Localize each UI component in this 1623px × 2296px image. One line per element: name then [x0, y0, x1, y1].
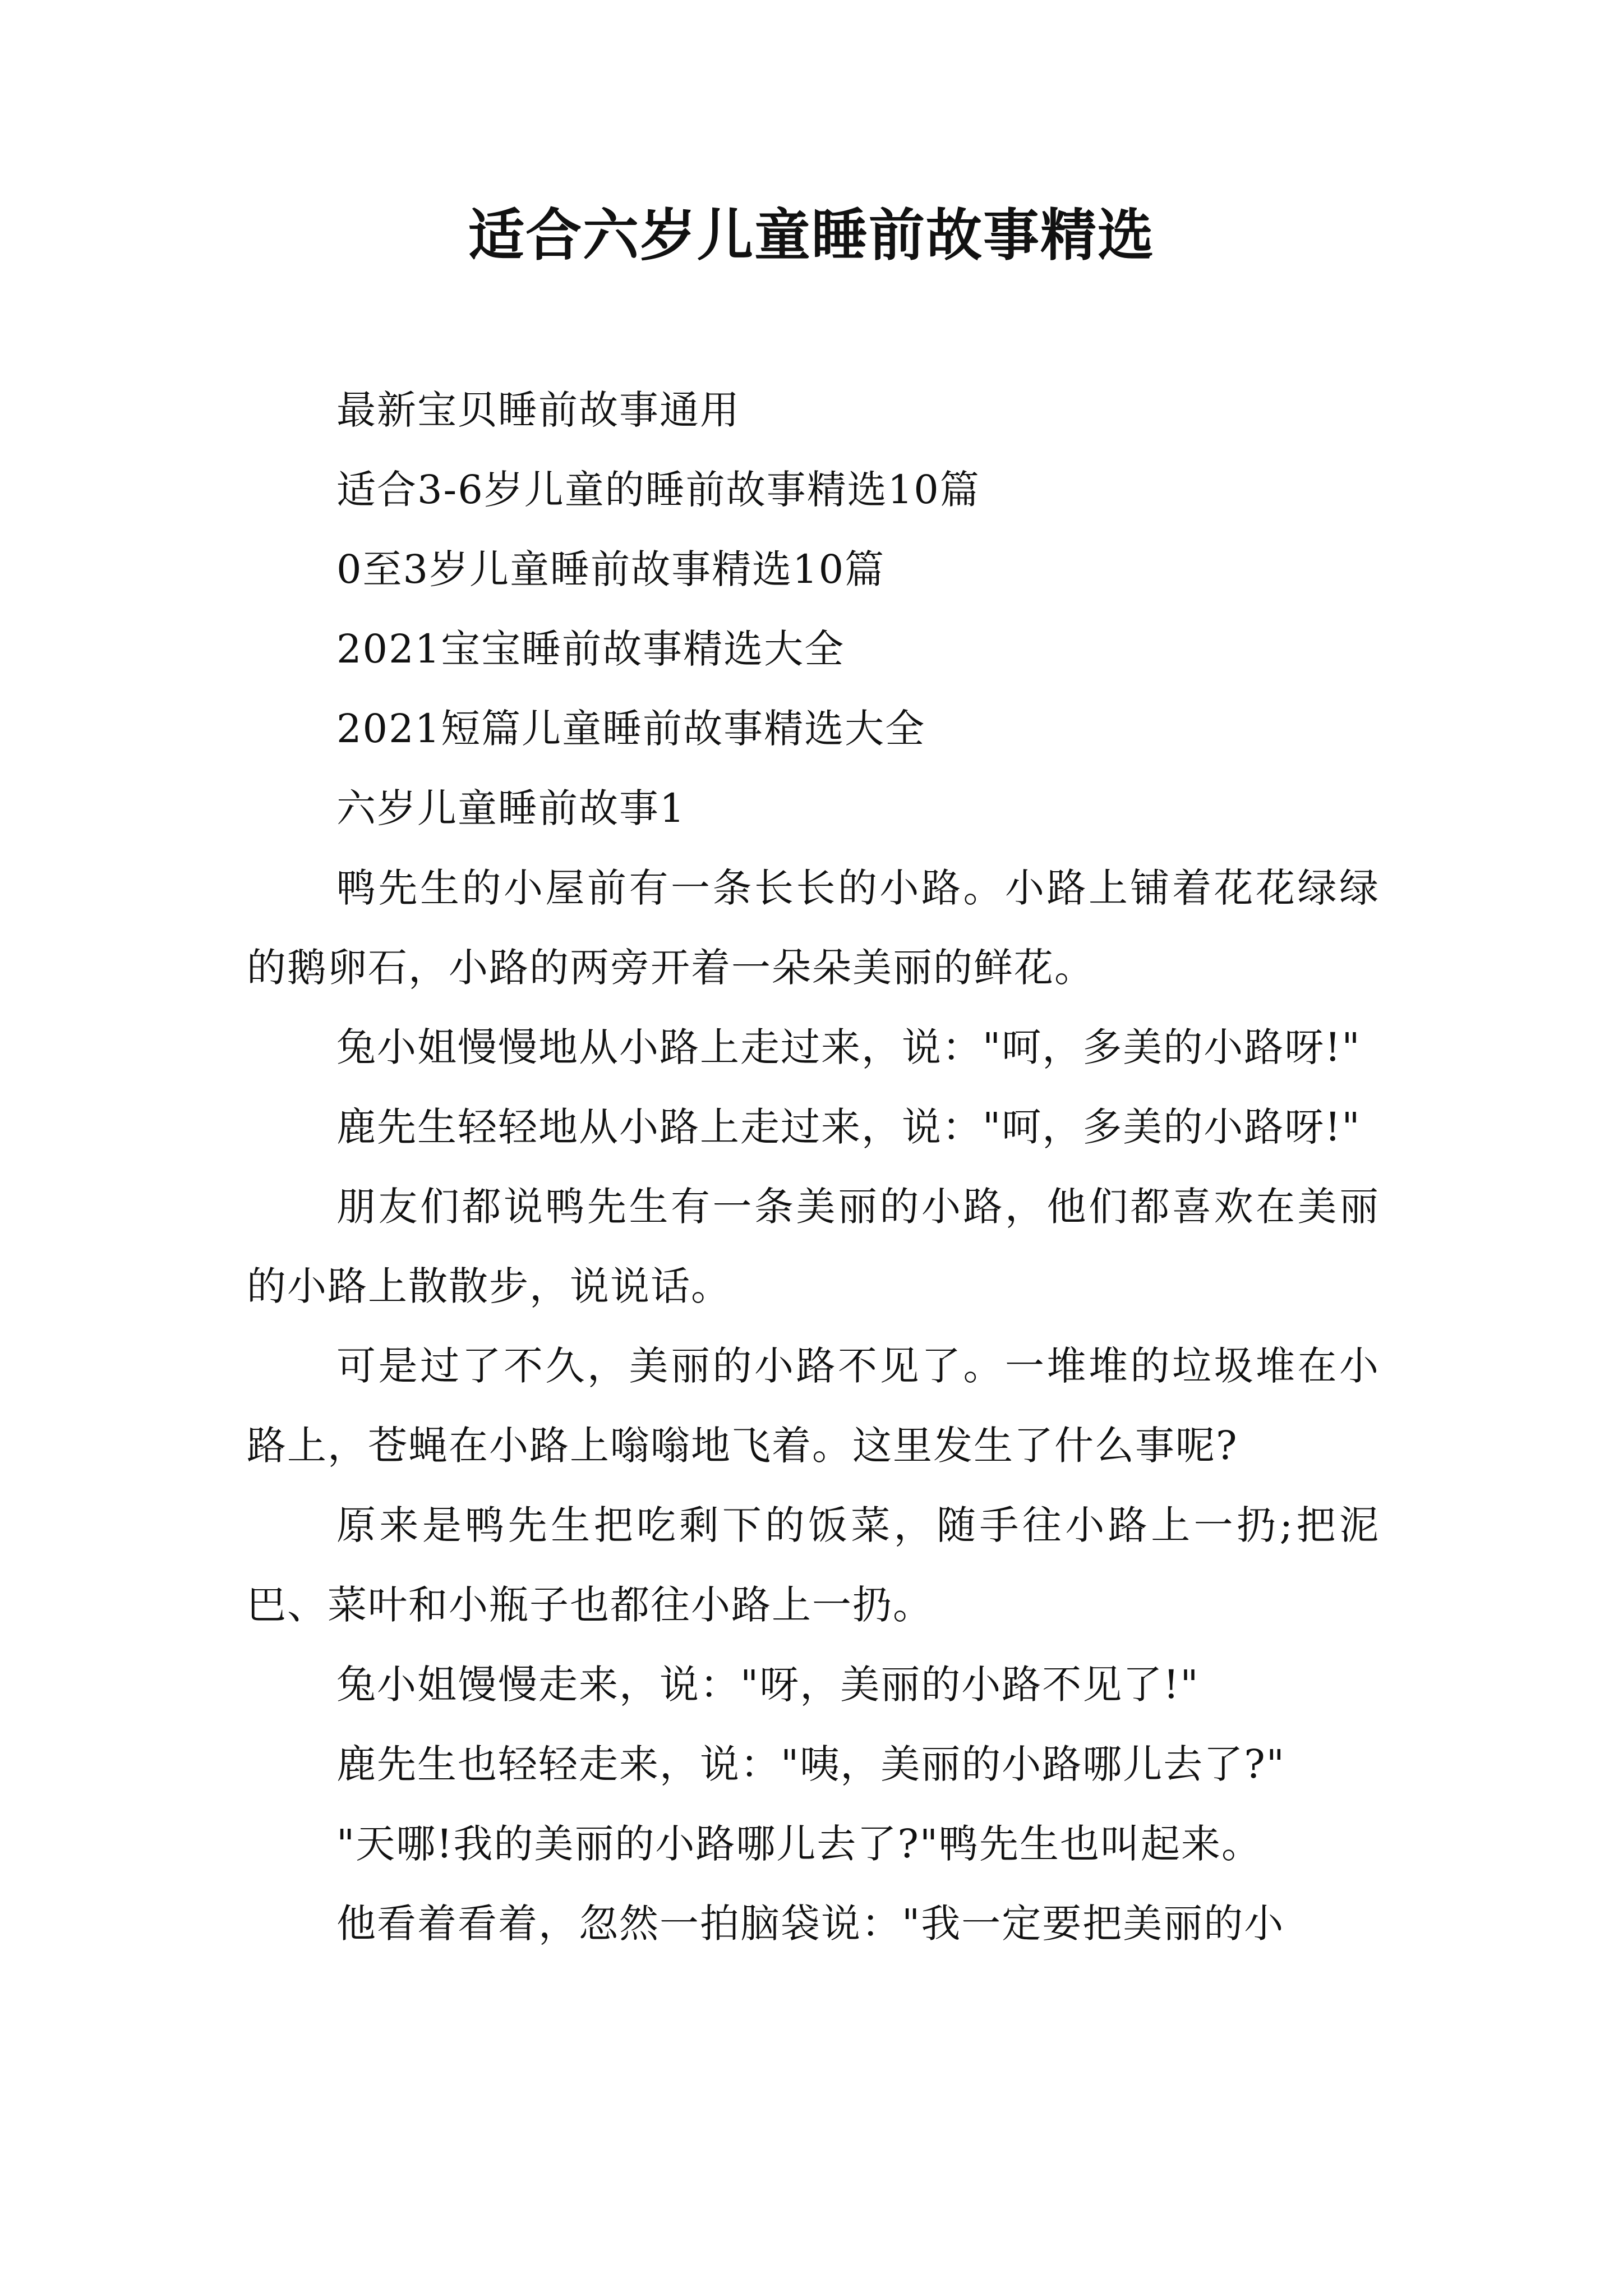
paragraph: 鹿先生也轻轻走来，说："咦，美丽的小路哪儿去了?"	[336, 1741, 1285, 1787]
paragraph: 鸭先生的小屋前有一条长长的小路。小路上铺着花花绿绿的鹅卵石，小路的两旁开着一朵朵美丽的鲜花。	[247, 865, 1380, 991]
paragraph: 最新宝贝睡前故事通用	[336, 387, 740, 433]
paragraph: "天哪!我的美丽的小路哪儿去了?"鸭先生也叫起来。	[336, 1821, 1262, 1867]
paragraph: 2021宝宝睡前故事精选大全	[336, 626, 845, 672]
paragraph: 鹿先生轻轻地从小路上走过来，说："呵，多美的小路呀!"	[336, 1104, 1361, 1150]
paragraph: 适合3-6岁儿童的睡前故事精选10篇	[336, 467, 980, 513]
paragraph: 兔小姐馒慢走来，说："呀，美丽的小路不见了!"	[336, 1662, 1200, 1708]
paragraph: 原来是鸭先生把吃剩下的饭菜，随手往小路上一扔;把泥巴、菜叶和小瓶子也都往小路上一扔。	[247, 1502, 1380, 1628]
paragraph: 朋友们都说鸭先生有一条美丽的小路，他们都喜欢在美丽的小路上散散步，说说话。	[247, 1184, 1380, 1309]
paragraph: 他看着看着，忽然一拍脑袋说："我一定要把美丽的小	[336, 1901, 1285, 1947]
paragraph: 2021短篇儿童睡前故事精选大全	[336, 706, 926, 752]
paragraph: 可是过了不久，美丽的小路不见了。一堆堆的垃圾堆在小路上，苍蝇在小路上嗡嗡地飞着。这里发生了什么事呢?	[247, 1343, 1380, 1469]
document-body	[247, 370, 1380, 1963]
paragraph: 兔小姐慢慢地从小路上走过来，说："呵，多美的小路呀!"	[336, 1024, 1361, 1070]
document-title: 适合六岁儿童睡前故事精选	[468, 203, 1155, 268]
paragraph: 六岁儿童睡前故事1	[336, 785, 686, 831]
paragraph: 0至3岁儿童睡前故事精选10篇	[336, 546, 886, 592]
